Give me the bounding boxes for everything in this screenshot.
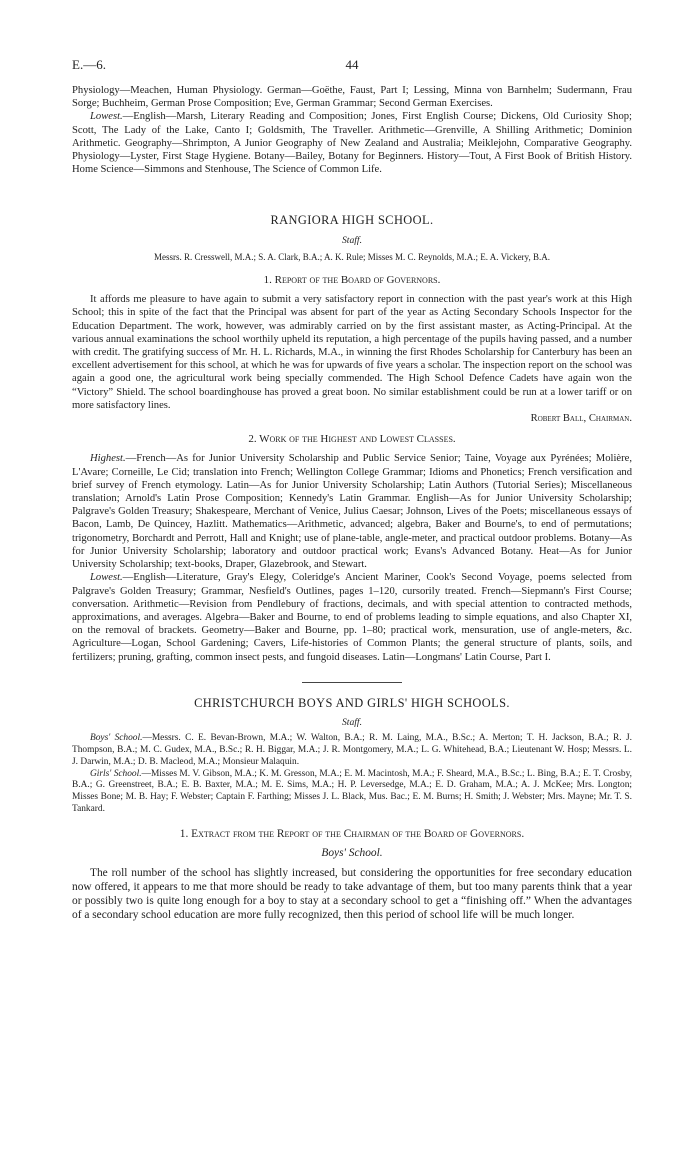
- boys-school-subheading: Boys' School.: [321, 846, 383, 859]
- rangiora-lowest-text: —English—Literature, Gray's Elegy, Coleridge's Ancient Mariner, Cook's Second Voyage, poems selected from Palgrave's Golden Treasury; Grammar, Nesfield's Outlines, pages 1–120, cursorily treated. French—Siepmann's First Course; conversation. Arithmetic—Revision from Pendlebury of fractions, decimals, and with special attention to contracted methods, approximations, and averages. Algebra—Baker and Bourne, to end of problems leading to simple equations, and also Chapter XI, on the removal of brackets. Geometry—Baker and Bourne, pp. 1–80; practical work, mensuration, use of angle-meters, &c. Agriculture—Logan, School Gardening; Cavers, Life-histories of Common Plants; the general structure of plants, soils, and fertilizers; pruning, grafting, common insect pests, and fungoid diseases. Latin—Longmans' Latin Course, Part I.: [72, 572, 632, 663]
- boys-staff-paragraph: [72, 733, 632, 768]
- rangiora-lowest-label: Lowest.: [90, 572, 123, 584]
- christchurch-staff-list: [72, 733, 632, 816]
- christchurch-title: CHRISTCHURCH BOYS AND GIRLS' HIGH SCHOOLS.: [194, 695, 510, 710]
- rangiora-work-heading: 2. Work of the Highest and Lowest Classes.: [248, 433, 456, 446]
- boys-staff-label: Boys' School.: [90, 733, 143, 744]
- christchurch-staff-label: Staff.: [342, 716, 362, 728]
- girls-staff-paragraph: [72, 769, 632, 816]
- highest-label: Highest.: [90, 453, 126, 465]
- boys-staff-text: —Messrs. C. E. Bevan-Brown, M.A.; W. Walton, B.A.; R. M. Laing, M.A., B.Sc.; A. Merton; T. H. Jackson, B.A.; R. J. Thompson, B.A.; M. C. Gudex, M.A., B.Sc.; R. H. Biggar, M.A.; J. R. Montgomery, M.A.; L. G. Whitehead, B.A.; Lieutenant W. Hosp; Messrs. L. J. Darwin, M.A.; D. B. Macleod, M.A.; Monsieur Malaquin.: [72, 733, 632, 767]
- rangiora-report-heading: 1. Report of the Board of Governors.: [263, 274, 441, 287]
- extract-paragraph: The roll number of the school has slightly increased, but considering the opportunities for free secondary education now offered, it appears to me that more should be ready to take advantage of them, but too many parents think that a year or possibly two is quite long enough for a boy to stay at a secondary school to get a “finishing off.” When the advantages of a secondary school education are more fully recognized, then this period of school life will be much longer.: [72, 867, 632, 922]
- continued-paragraph: Physiology—Meachen, Human Physiology. German—Goëthe, Faust, Part I; Lessing, Minna von Barnhelm; Sudermann, Frau Sorge; Buchheim, German Prose Composition; Eve, German Grammar; Second German Exercises.: [72, 85, 632, 110]
- christchurch-report: [72, 828, 632, 922]
- lowest-label: Lowest.: [90, 111, 123, 123]
- lowest-class-paragraph: [72, 110, 632, 176]
- rangiora-staff-label: Staff.: [342, 234, 362, 246]
- lowest-text: —English—Marsh, Literary Reading and Composition; Jones, First English Course; Dickens, Old Curiosity Shop; Scott, The Lady of the Lake, Canto I; Goldsmith, The Traveller. Arithmetic—Grenville, A Shilling Arithmetic; Dominion Arithmetic. Geography—Shrimpton, A Junior Geography of New Zealand and Australia; Meiklejohn, Comparative Geography. Physiology—Lyster, First Stage Hygiene. Botany—Bailey, Botany for Beginners. History—Tout, A First Book of British History. Home Science—Simmons and Stenhouse, The Science of Common Life.: [72, 111, 632, 176]
- rangiora-signature: Robert Ball, Chairman.: [530, 413, 632, 425]
- page-body: [72, 84, 632, 922]
- highest-text: —French—As for Junior University Scholarship and Public Service Senior; Taine, Voyage aux Pyrénées; Molière, L'Avare; Corneille, Le Cid; translation into French; Wellington College Grammar; Idioms and Phonetics; French versification and brief survey of French etymology. Latin—As for Junior University Scholarship; Latin Authors (Tutorial Series); Miscellaneous translation; Arnold's Latin Prose Composition; Kennedy's Latin Grammar. English—As for Junior University Scholarship; Palgrave's Golden Treasury; Shakespeare, Merchant of Venice, Julius Caesar; Johnson, Lives of the Poets; miscellaneous essays of Bacon, Lamb, De Quincey, Hazlitt. Mathematics—Arithmetic, advanced; algebra, Baker and Bourne's, to end of permutations; trigonometry, Borchardt and Perrott, Hall and Knight; use of plane-table, angle-meter, and practical outdoor problems. Botany—As for Junior University Scholarship; laboratory and outdoor practical work; Evans's Advanced Botany. Heat—As for Junior University Scholarship; text-books, Draper, Glazebrook, and Stewart.: [72, 453, 632, 571]
- extract-heading: 1. Extract from the Report of the Chairman of the Board of Governors.: [179, 827, 525, 840]
- section-divider: [302, 682, 402, 683]
- page-number: 44: [345, 57, 359, 72]
- highest-class-paragraph: [72, 452, 632, 571]
- girls-staff-text: —Misses M. V. Gibson, M.A.; K. M. Gresson, M.A.; E. M. Macintosh, M.A.; F. Sheard, M.A., B.Sc.; L. Bing, B.A.; E. T. Crosby, B.A.; G. Greenstreet, B.A.; E. B. Baxter, M.A.; M. E. Sims, M.A.; H. P. Leversedge, M.A.; E. D. Graham, M.A.; A. J. McKee; Mrs. Longton; Misses Bone; M. B. Hay; F. Webster; Captain F. Farthing; Misses J. L. Black, Mus. Bac.; E. M. Burns; H. Smith; J. Webster; Mrs. Mayne; Mr. T. S. Tankard.: [72, 768, 632, 814]
- rangiora-lowest-paragraph: [72, 571, 632, 663]
- page-header: [72, 58, 632, 74]
- document-reference: E.—6.: [72, 57, 106, 72]
- rangiora-title: RANGIORA HIGH SCHOOL.: [270, 213, 434, 228]
- girls-staff-label: Girls' School.: [90, 768, 142, 779]
- rangiora-staff-list: Messrs. R. Cresswell, M.A.; S. A. Clark, B.A.; A. K. Rule; Misses M. C. Reynolds, M.A.; E. A. Vickery, B.A.: [154, 251, 550, 262]
- rangiora-report-paragraph: It affords me pleasure to have again to submit a very satisfactory report in connection with the past year's work at this High School; this in spite of the fact that the Principal was absent for part of the year as Acting Secondary Schools Inspector for the Education Department. The work, however, was admirably carried on by the first assistant master, as Acting-Principal. At the various annual examinations the school worthily upheld its reputation, a high percentage of the pupils having passed, and a number with credit. The gratifying success of Mr. H. L. Richards, M.A., in winning the first Rhodes Scholarship for Canterbury has been an excellent advertisement for this school, at which he was for upwards of five years a scholar. The inspection report on the school was again a good one, the agricultural work being specially commended. The High School Defence Cadets have again won the “Victory” Shield. The school boardinghouse has proved a great boon. No similar establishment could be run at a lower tariff or on more satisfactory lines.: [72, 294, 632, 411]
